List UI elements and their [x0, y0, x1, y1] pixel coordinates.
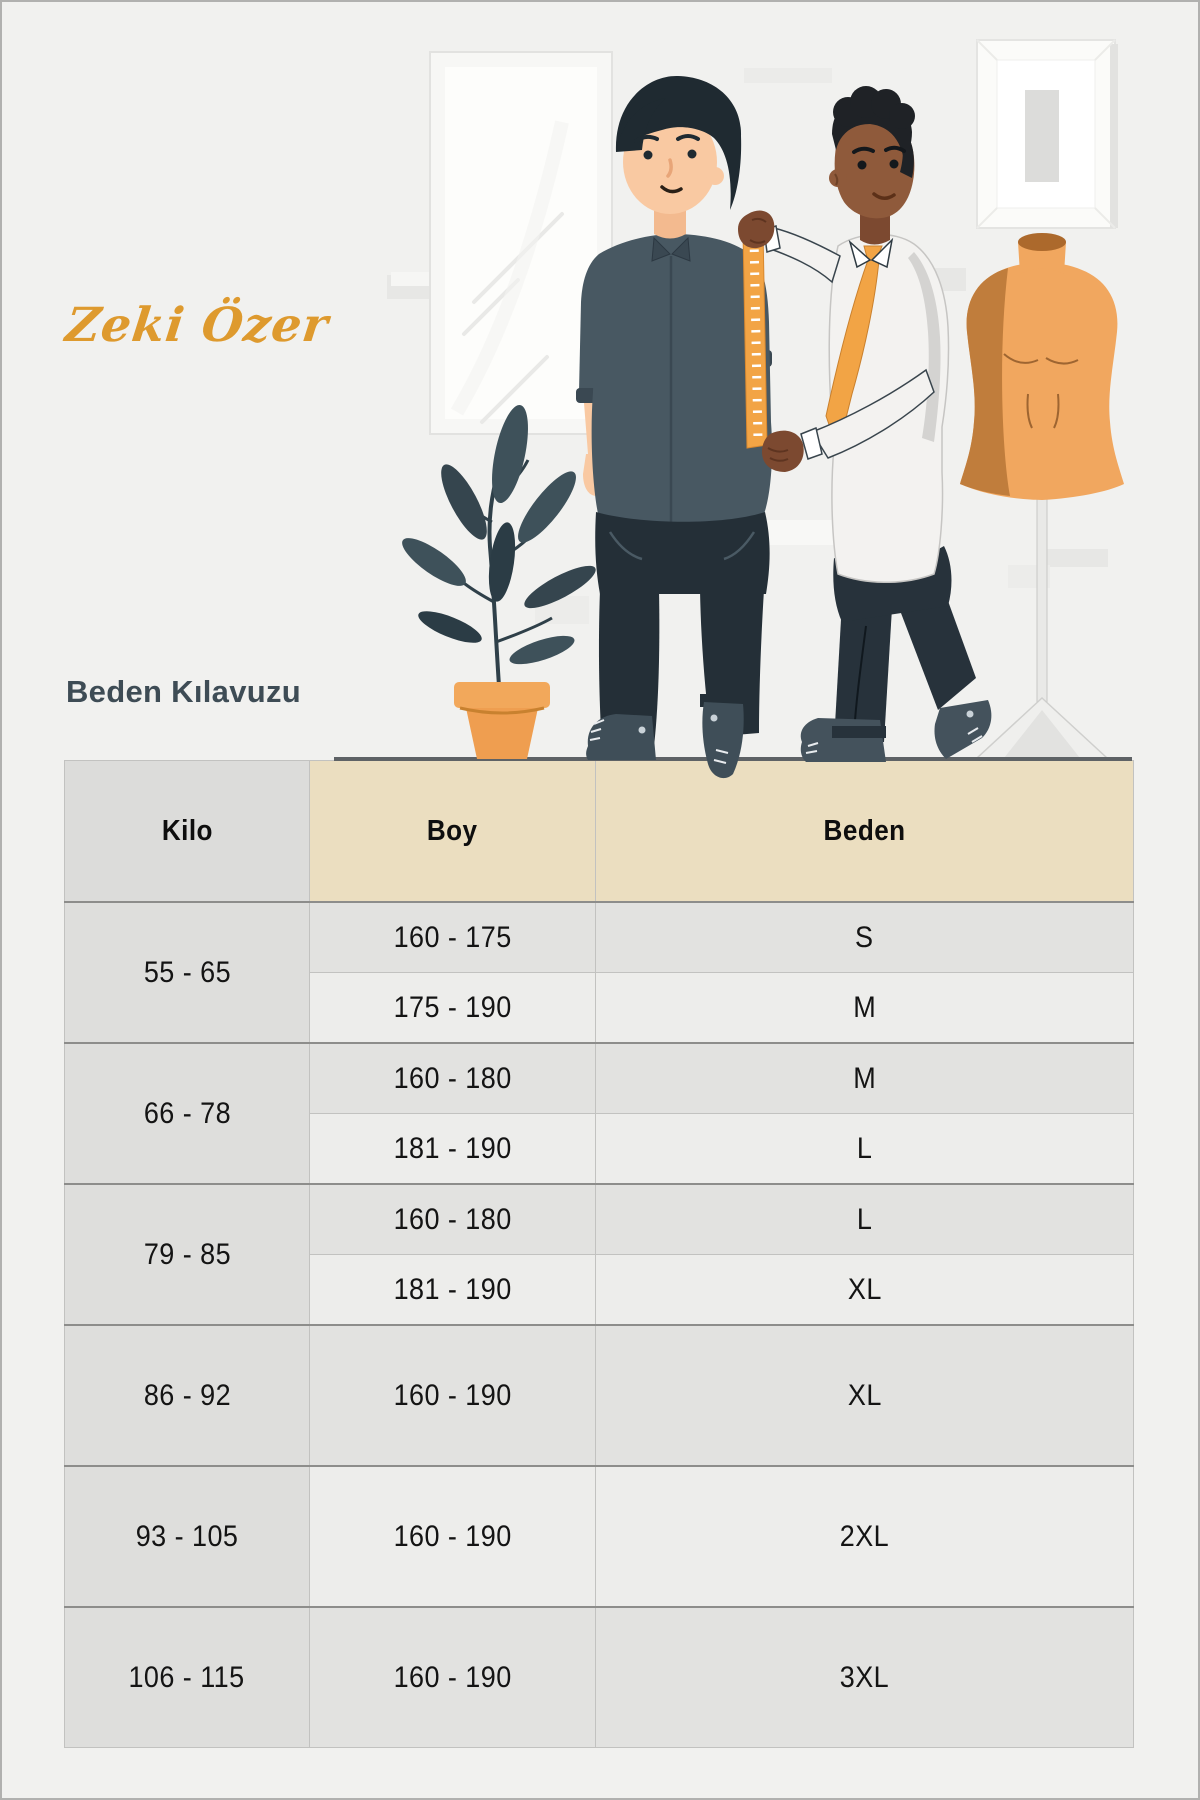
boy-cell: 160 - 190 — [310, 1325, 596, 1466]
boy-cell: 160 - 180 — [310, 1184, 596, 1255]
mannequin — [960, 233, 1124, 758]
table-row — [65, 1043, 1134, 1114]
beden-cell: 3XL — [596, 1607, 1134, 1748]
beden-cell: M — [596, 973, 1134, 1044]
weight-group-66-78 — [65, 1043, 1134, 1184]
wall-decor — [387, 68, 1108, 624]
kilo-cell: 66 - 78 — [65, 1043, 310, 1184]
column-header-beden: Beden — [596, 761, 1134, 903]
kilo-cell: 86 - 92 — [65, 1325, 310, 1466]
column-header-boy: Boy — [310, 761, 596, 903]
page-title: Beden Kılavuzu — [66, 674, 302, 709]
weight-group-86-92 — [65, 1325, 1134, 1466]
beden-cell: XL — [596, 1325, 1134, 1466]
brand-logo: Zeki Özer — [62, 298, 332, 353]
customer-figure — [576, 76, 772, 778]
beden-cell: L — [596, 1184, 1134, 1255]
table-row — [65, 902, 1134, 973]
table-row — [65, 1325, 1134, 1466]
column-header-kilo: Kilo — [65, 761, 310, 903]
boy-cell: 181 - 190 — [310, 1114, 596, 1185]
mirror — [430, 52, 612, 434]
weight-group-79-85 — [65, 1184, 1134, 1325]
boy-cell: 160 - 190 — [310, 1466, 596, 1607]
beden-cell: S — [596, 902, 1134, 973]
boy-cell: 160 - 190 — [310, 1607, 596, 1748]
beden-cell: XL — [596, 1255, 1134, 1326]
weight-group-55-65 — [65, 902, 1134, 1043]
kilo-cell: 55 - 65 — [65, 902, 310, 1043]
tailor-figure — [738, 86, 991, 762]
picture-frame — [977, 40, 1118, 228]
weight-group-93-105 — [65, 1466, 1134, 1607]
kilo-cell: 79 - 85 — [65, 1184, 310, 1325]
boy-cell: 160 - 180 — [310, 1043, 596, 1114]
boy-cell: 160 - 175 — [310, 902, 596, 973]
boy-cell: 181 - 190 — [310, 1255, 596, 1326]
size-chart-table — [64, 760, 1134, 1748]
table-row — [65, 1184, 1134, 1255]
potted-plant — [396, 402, 600, 759]
table-row — [65, 1466, 1134, 1607]
size-chart-header-row — [65, 761, 1134, 903]
kilo-cell: 93 - 105 — [65, 1466, 310, 1607]
kilo-cell: 106 - 115 — [65, 1607, 310, 1748]
boy-cell: 175 - 190 — [310, 973, 596, 1044]
beden-cell: L — [596, 1114, 1134, 1185]
table-row — [65, 1607, 1134, 1748]
weight-group-106-115 — [65, 1607, 1134, 1748]
measuring-tape — [743, 230, 767, 448]
beden-cell: 2XL — [596, 1466, 1134, 1607]
beden-cell: M — [596, 1043, 1134, 1114]
